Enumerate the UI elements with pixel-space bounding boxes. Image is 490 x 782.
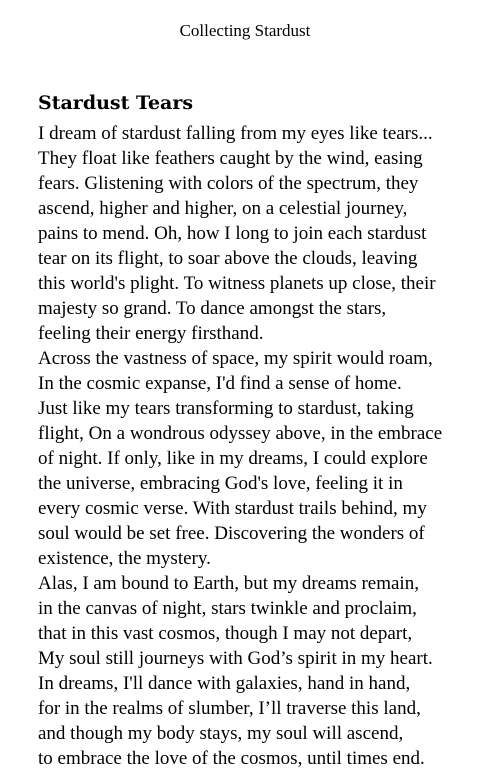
poem-line: for in the realms of slumber, I’ll traverse this land, <box>38 698 421 719</box>
poem-line: In the cosmic expanse, I'd find a sense of home. <box>38 373 402 394</box>
poem-line: that in this vast cosmos, though I may not depart, <box>38 623 413 644</box>
poem-line: of night. If only, like in my dreams, I could explore <box>38 448 428 469</box>
poem-line: tear on its flight, to soar above the clouds, leaving <box>38 248 418 269</box>
poem-line: this world's plight. To witness planets up close, their <box>38 273 436 294</box>
poem-line: Alas, I am bound to Earth, but my dreams remain, <box>38 573 419 594</box>
poem-line: pains to mend. Oh, how I long to join each stardust <box>38 223 427 244</box>
poem-line: soul would be set free. Discovering the wonders of <box>38 523 425 544</box>
poem-line: the universe, embracing God's love, feeling it in <box>38 473 403 494</box>
poem-line: They float like feathers caught by the wind, easing <box>38 148 423 169</box>
poem-line: fears. Glistening with colors of the spectrum, they <box>38 173 419 194</box>
poem-body <box>38 121 488 771</box>
chapter-title: Stardust Tears <box>38 92 194 114</box>
poem-line: I dream of stardust falling from my eyes like tears... <box>38 123 433 144</box>
poem-line: feeling their energy firsthand. <box>38 323 264 344</box>
book-title-header: Collecting Stardust <box>179 21 311 40</box>
poem-line: Just like my tears transforming to stardust, taking <box>38 398 414 419</box>
poem-line: existence, the mystery. <box>38 548 211 569</box>
poem-line: My soul still journeys with God’s spirit in my heart. <box>38 648 433 669</box>
poem-line: every cosmic verse. With stardust trails behind, my <box>38 498 427 519</box>
poem-line: flight, On a wondrous odyssey above, in the embrace <box>38 423 443 444</box>
poem-line: In dreams, I'll dance with galaxies, hand in hand, <box>38 673 411 694</box>
poem-line: in the canvas of night, stars twinkle and proclaim, <box>38 598 417 619</box>
poem-line: majesty so grand. To dance amongst the stars, <box>38 298 387 319</box>
poem-line: ascend, higher and higher, on a celestial journey, <box>38 198 408 219</box>
poem-line: Across the vastness of space, my spirit would roam, <box>38 348 433 369</box>
poem-line: and though my body stays, my soul will ascend, <box>38 723 404 744</box>
poem-line: to embrace the love of the cosmos, until times end. <box>38 748 425 769</box>
